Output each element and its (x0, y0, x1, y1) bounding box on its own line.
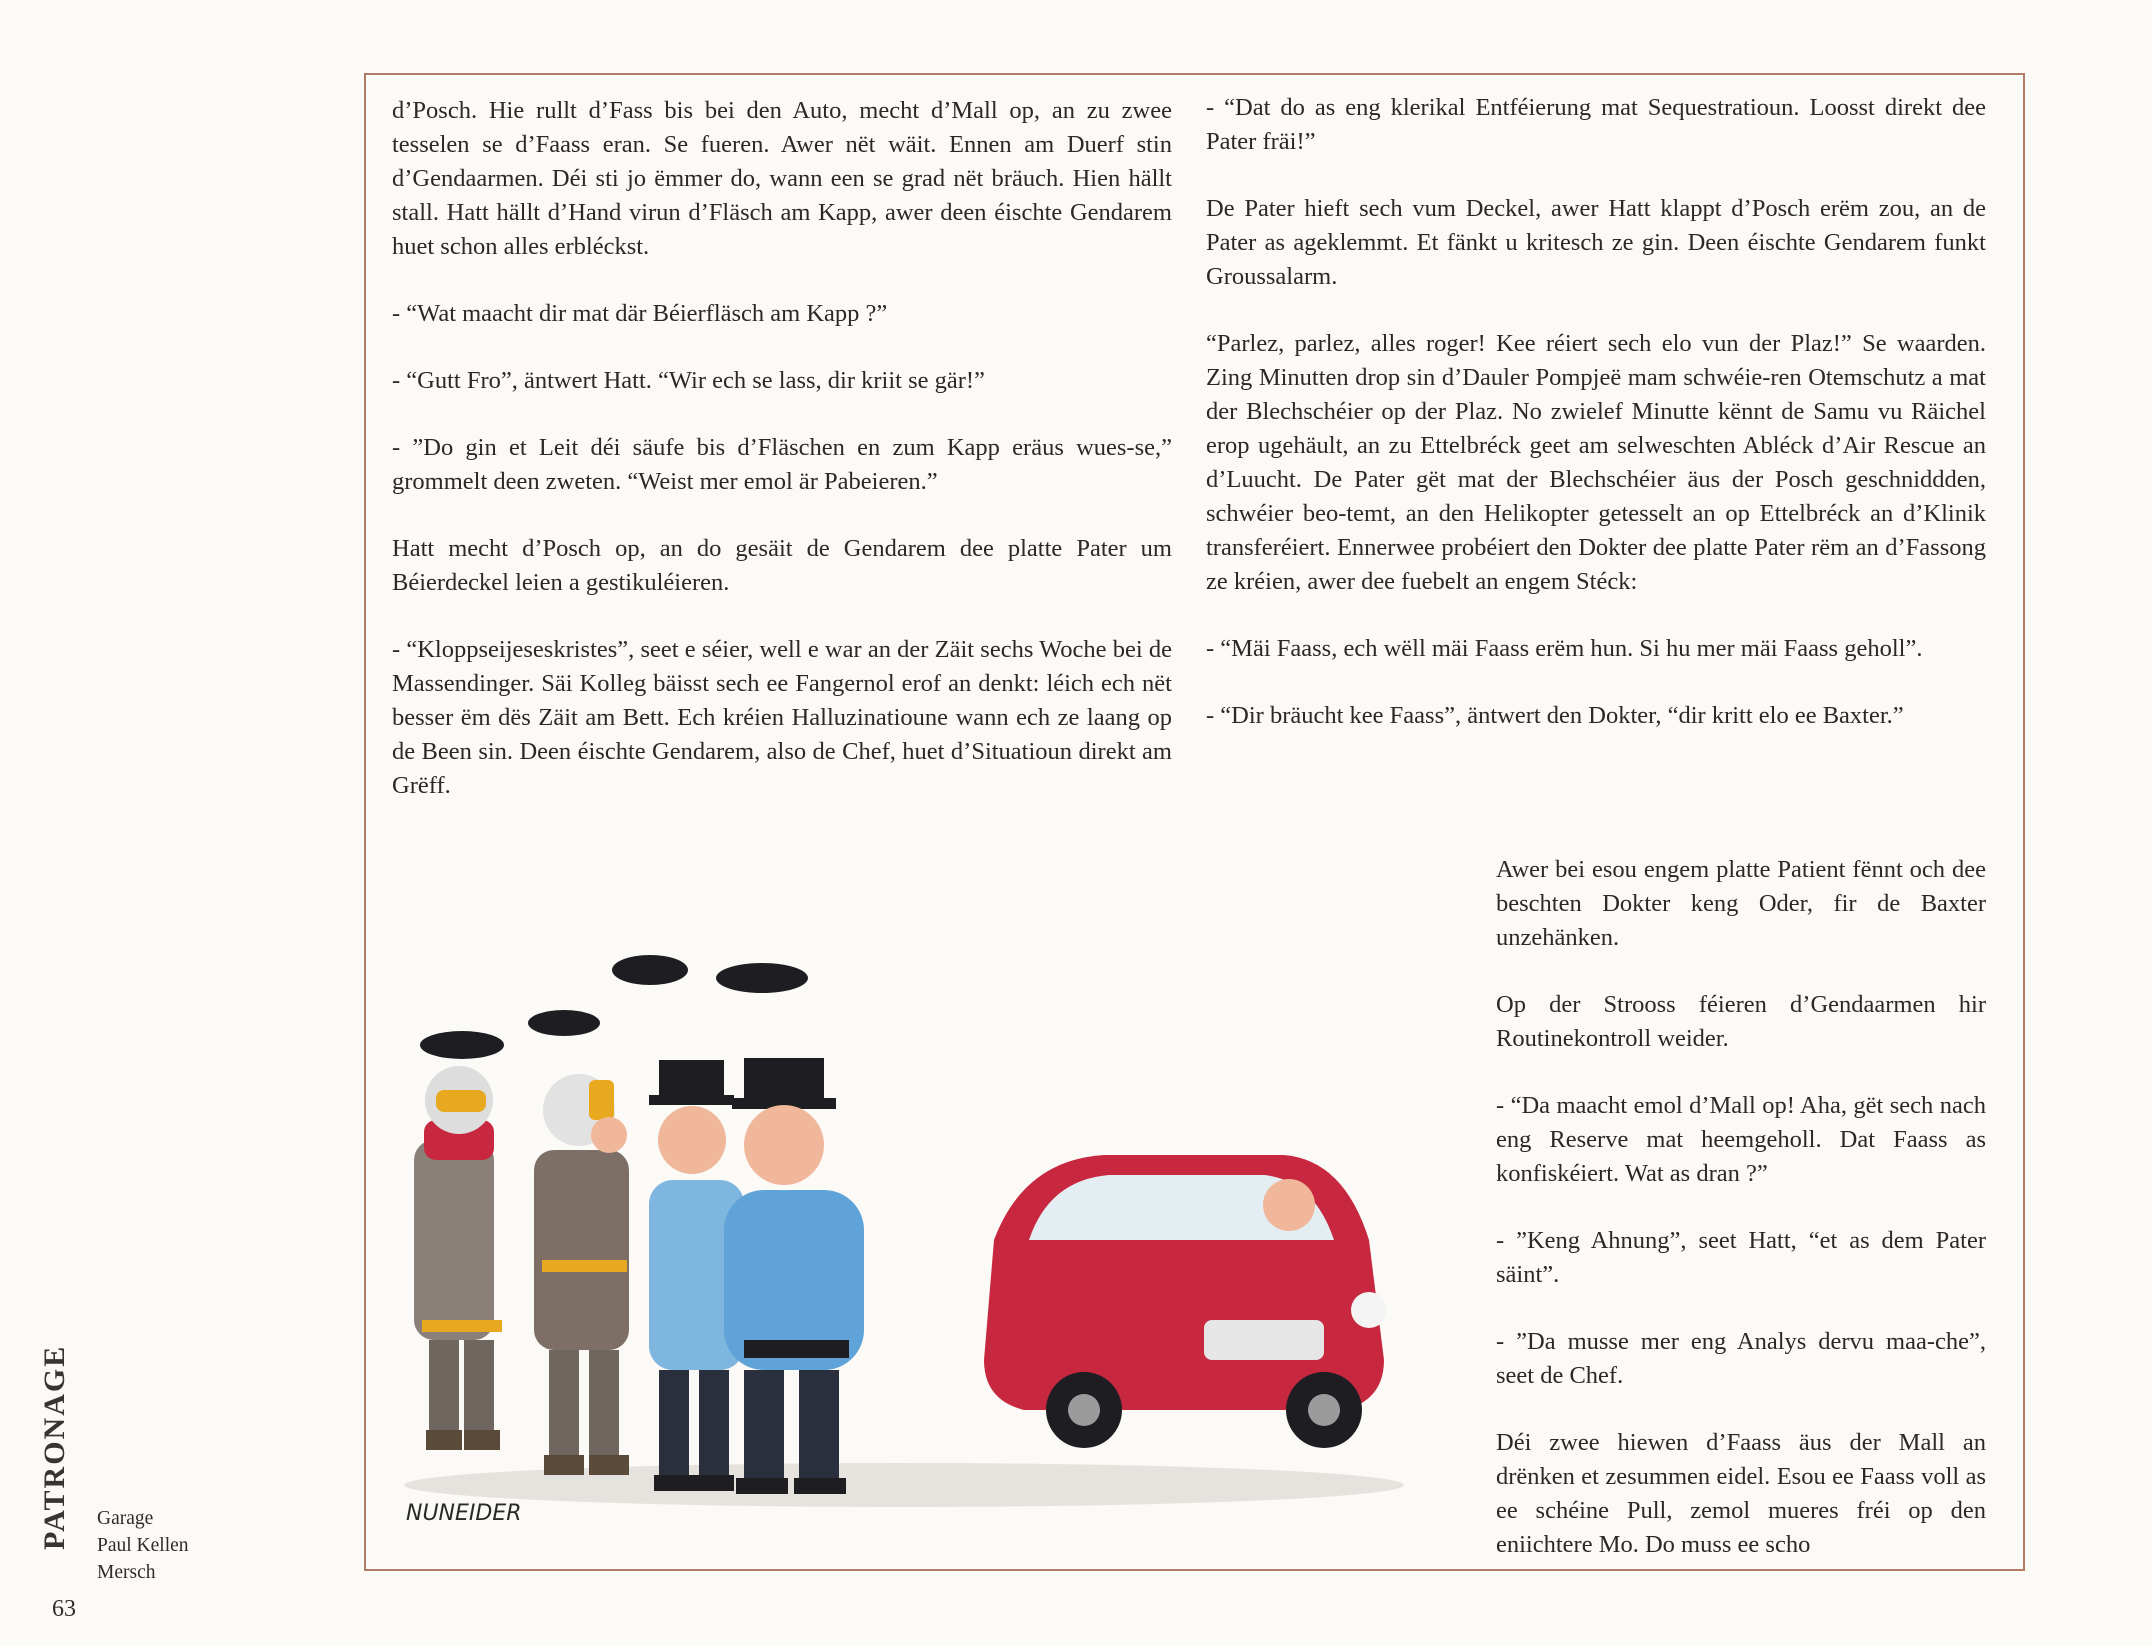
sponsor-name: Garage (97, 1508, 154, 1529)
dialogue-line: - “Da maacht emol d’Mall op! Aha, gët sech nach eng Reserve mat heemgeholl. Dat Faass as konfiskéiert. Wat as dran ?” (1496, 1092, 1986, 1187)
paragraph: d’Posch. Hie rullt d’Fass bis bei den Auto, mecht d’Mall op, an zu zwee tesselen se d’Faass eran. Se fueren. Awer nët wäit. Ennen am Duerf stin d’Gendaarmen. Déi sti jo ëmmer do, wann een se grad nët bräuch. Hien hällt stall. Hatt hällt d’Hand virun d’Fläsch am Kapp, awer deen éischte Gendarem huet schon alles erbléckst. (392, 97, 1172, 260)
sponsor-location: Mersch (97, 1562, 156, 1583)
dialogue-line: - ”Do gin et Leit déi säufe bis d’Fläschen en zum Kapp eräus wues-se,” grommelt deen zweten. “Weist mer emol är Pabeieren.” (392, 434, 1172, 495)
page-number: 63 (52, 1596, 76, 1622)
section-label: PATRONAGE (38, 1344, 71, 1550)
artist-signature: NUNEIDER (406, 1501, 522, 1526)
dialogue-line: - “Wat maacht dir mat där Béierfläsch am Kapp ?” (392, 300, 888, 327)
dialogue-line: - “Gutt Fro”, äntwert Hatt. “Wir ech se lass, dir kriit se gär!” (392, 367, 985, 394)
cartoon-illustration (384, 940, 1464, 1540)
paragraph: Déi zwee hiewen d’Faass äus der Mall an drënken et zesummen eidel. Esou ee Faass voll as ee schéine Pull, zemol mueres fréi op den eniichtere Mo. Do muss ee scho (1496, 1429, 1986, 1558)
smoke-puffs (420, 955, 808, 1059)
sponsor-block (97, 1505, 189, 1586)
firefighter-1 (414, 1066, 502, 1450)
paragraph: “Parlez, parlez, alles roger! Kee réiert sech elo vun der Plaz!” Se waarden. Zing Minutten drop sin d’Dauler Pompjeë mam schwéie-ren Otemschutz a mat der Blechschéier op der Plaz. No zwielef Minutte kënnt de Samu vu Räichel erop ugehäult, an zu Ettelbréck geet am selweschten Abléck d’Air Rescue an d’Luucht. De Pater gët mat der Blechschéier äus der Posch geschniddden, schwéier beo-temt, an den Helikopter getesselt an op Ettelbréck an d’Klinik transferéiert. Ennerwee probéiert den Dokter dee platte Pater rëm an d’Fassong ze kréien, awer dee fuebelt an engem Stéck: (1206, 330, 1986, 595)
left-text-column (392, 94, 1172, 836)
red-car (984, 1155, 1387, 1448)
paragraph: Op der Strooss féieren d’Gendaarmen hir Routinekontroll weider. (1496, 991, 1986, 1052)
dialogue-line: - “Kloppseijeseskristes”, seet e séier, well e war an der Zäit sechs Woche bei de Massendinger. Säi Kolleg bäisst sech ee Fangernol erof an denkt: léich ech nët besser ëm dës Zäit am Bett. Ech kréien Halluzinatioune wann ech ze laang op de Been sin. Deen éischte Gendarem, also de Chef, huet d’Situatioun direkt am Grëff. (392, 636, 1172, 799)
dialogue-line: - “Dir bräucht kee Faass”, äntwert den Dokter, “dir kritt elo ee Baxter.” (1206, 702, 1904, 729)
dialogue-line: - ”Da musse mer eng Analys dervu maa-che”, seet de Chef. (1496, 1328, 1986, 1389)
paragraph: Awer bei esou engem platte Patient fënnt och dee beschten Dokter keng Oder, fir de Baxter unzehänken. (1496, 856, 1986, 951)
paragraph: Hatt mecht d’Posch op, an do gesäit de Gendarem dee platte Pater um Béierdeckel leien a gestikuléieren. (392, 535, 1172, 596)
dialogue-line: - “Dat do as eng klerikal Entféierung mat Sequestratioun. Loosst direkt dee Pater fräi!” (1206, 94, 1986, 155)
sponsor-name: Paul Kellen (97, 1535, 189, 1556)
paragraph: De Pater hieft sech vum Deckel, awer Hatt klappt d’Posch erëm zou, an de Pater as ageklemmt. Et fänkt u kritesch ze gin. Deen éischte Gendarem funkt Groussalarm. (1206, 195, 1986, 290)
firefighter-2 (534, 1074, 629, 1475)
dialogue-line: - “Mäi Faass, ech wëll mäi Faass erëm hun. Si hu mer mäi Faass geholl”. (1206, 635, 1923, 662)
right-text-column (1206, 91, 1986, 766)
gendarme-2 (724, 1058, 864, 1494)
bottom-right-text-column (1496, 853, 1986, 1595)
dialogue-line: - ”Keng Ahnung”, seet Hatt, “et as dem Pater säint”. (1496, 1227, 1986, 1288)
